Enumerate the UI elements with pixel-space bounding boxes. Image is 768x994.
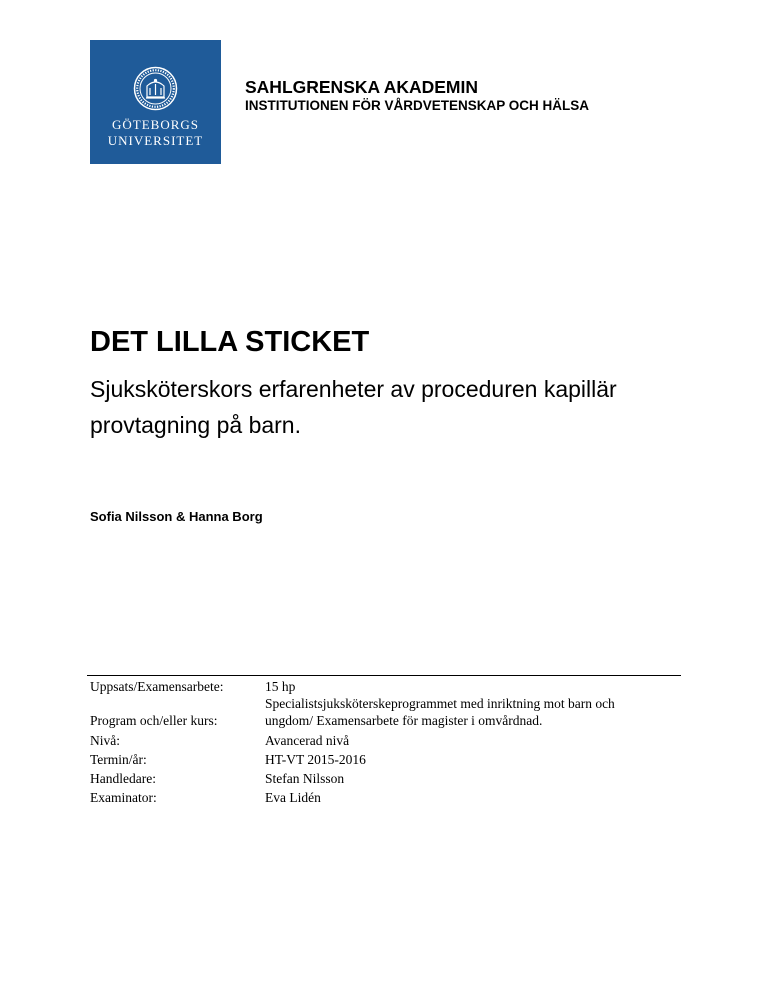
thesis-title: DET LILLA STICKET [90, 326, 370, 358]
thesis-label: Uppsats/Examensarbete: [90, 679, 224, 694]
university-logo [90, 40, 221, 164]
seal-emblem-icon [133, 66, 178, 111]
department-name: INSTITUTIONEN FÖR VÅRDVETENSKAP OCH HÄLSA [245, 98, 590, 113]
program-value-line1: Specialistsjuksköterskeprogrammet med inriktning mot barn och [265, 696, 615, 711]
program-label: Program och/eller kurs: [90, 713, 218, 728]
faculty-name: SAHLGRENSKA AKADEMIN [245, 77, 479, 97]
authors: Sofia Nilsson & Hanna Borg [90, 509, 263, 524]
thesis-subtitle: Sjuksköterskors erfarenheter av proceduren kapillär provtagning på barn. [90, 376, 617, 438]
examiner-value: Eva Lidén [265, 790, 321, 805]
supervisor-label: Handledare: [90, 771, 156, 786]
examiner-label: Examinator: [90, 790, 157, 805]
term-label: Termin/år: [90, 752, 147, 767]
level-label: Nivå: [90, 733, 120, 748]
logo-text-line2: UNIVERSITET [107, 133, 204, 148]
program-value-line2: ungdom/ Examensarbete för magister i omvårdnad. [265, 713, 543, 728]
divider [87, 675, 681, 676]
logo-text-line1: GÖTEBORGS [111, 117, 199, 132]
supervisor-value: Stefan Nilsson [265, 771, 345, 786]
term-value: HT-VT 2015-2016 [265, 752, 366, 767]
thesis-value: 15 hp [265, 679, 296, 694]
level-value: Avancerad nivå [265, 733, 350, 748]
